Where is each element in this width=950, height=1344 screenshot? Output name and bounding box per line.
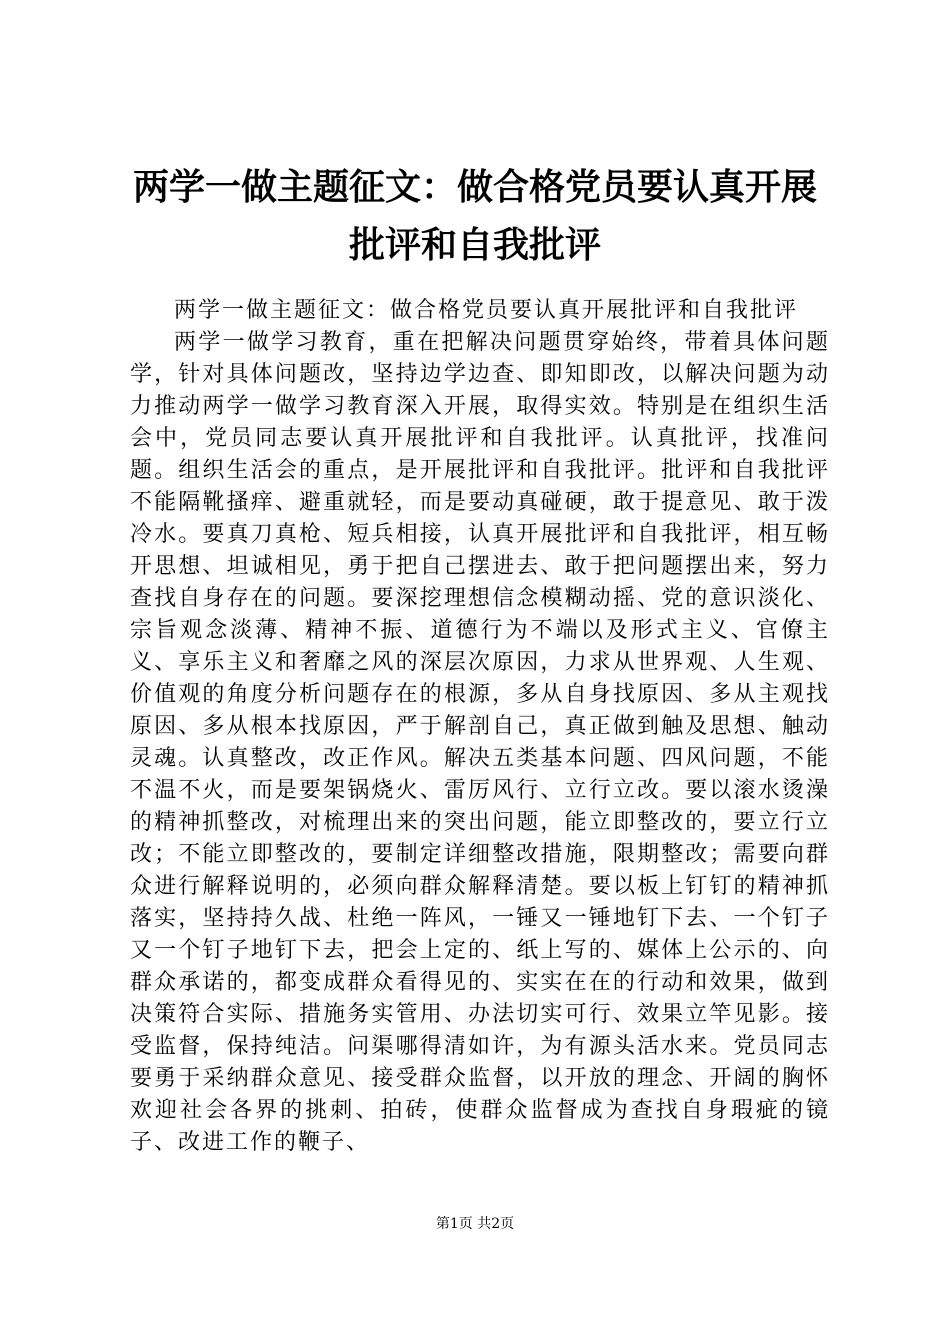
document-body — [130, 295, 830, 1159]
paragraph-subtitle: 两学一做主题征文：做合格党员要认真开展批评和自我批评 — [174, 298, 799, 323]
document-title: 两学一做主题征文：做合格党员要认真开展批评和自我批评 — [132, 166, 817, 266]
page-footer: 第1页 共2页 — [435, 1216, 515, 1232]
paragraph-main: 两学一做学习教育，重在把解决问题贯穿始终，带着具体问题学，针对具体问题改，坚持边学边查、即知即改，以解决问题为动力推动两学一做学习教育深入开展，取得实效。特别是在组织生活会中，党员同志要认真开展批评和自我批评。认真批评，找准问题。组织生活会的重点，是开展批评和自我批评。批评和自我批评不能隔靴搔痒、避重就轻，而是要动真碰硬，敢于提意见、敢于泼冷水。要真刀真枪、短兵相接，认真开展批评和自我批评，相互畅开思想、坦诚相见，勇于把自己摆进去、敢于把问题摆出来，努力查找自身存在的问题。要深挖理想信念模糊动摇、党的意识淡化、宗旨观念淡薄、精神不振、道德行为不端以及形式主义、官僚主义、享乐主义和奢靡之风的深层次原因，力求从世界观、人生观、价值观的角度分析问题存在的根源，多从自身找原因、多从主观找原因、多从根本找原因，严于解剖自己，真正做到触及思想、触动灵魂。认真整改，改正作风。解决五类基本问题、四风问题，不能不温不火，而是要架锅烧火、雷厉风行、立行立改。要以滚水烫澡的精神抓整改，对梳理出来的突出问题，能立即整改的，要立行立改；不能立即整改的，要制定详细整改措施，限期整改；需要向群众进行解释说明的，必须向群众解释清楚。要以板上钉钉的精神抓落实，坚持持久战、杜绝一阵风，一锤又一锤地钉下去、一个钉子又一个钉子地钉下去，把会上定的、纸上写的、媒体上公示的、向群众承诺的，都变成群众看得见的、实实在在的行动和效果，做到决策符合实际、措施务实管用、办法切实可行、效果立竿见影。接受监督，保持纯洁。问渠哪得清如许，为有源头活水来。党员同志要勇于采纳群众意见、接受群众监督，以开放的理念、开阔的胸怀欢迎社会各界的挑刺、拍砖，使群众监督成为查找自身瑕疵的镜子、改进工作的鞭子、 — [130, 330, 830, 1155]
